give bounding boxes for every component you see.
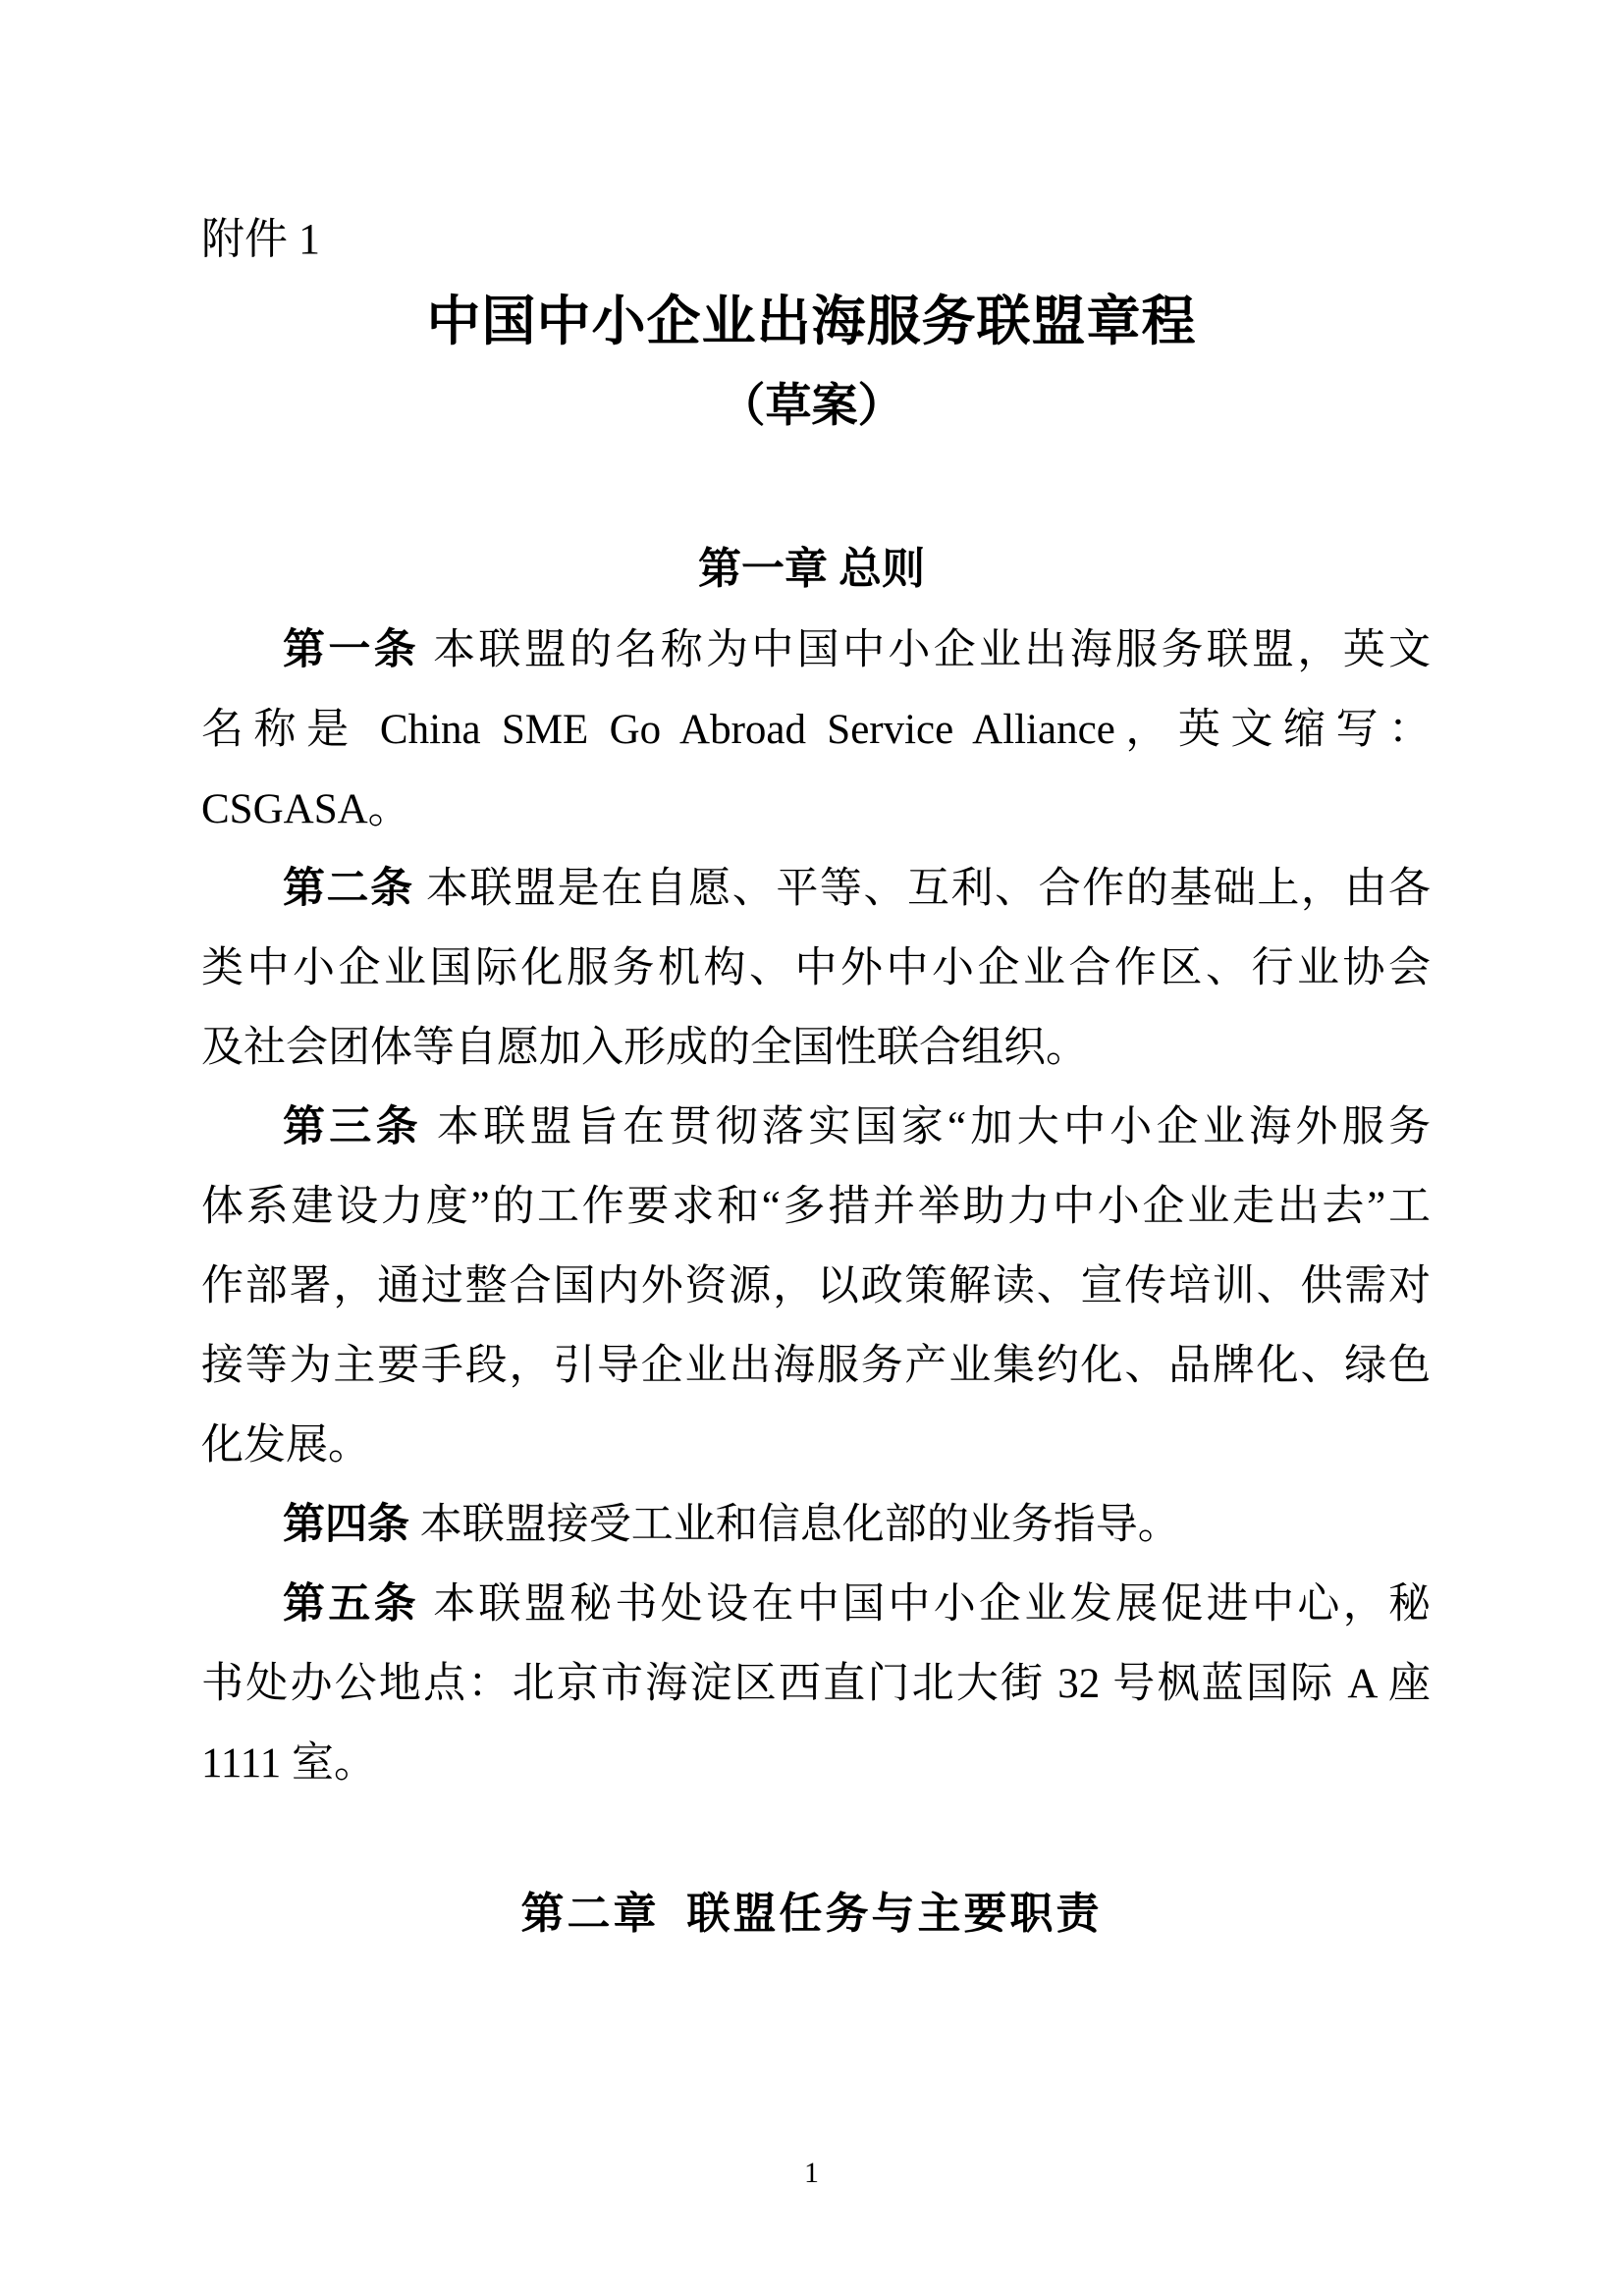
article-2-text-line-3: 及社会团体等自愿加入形成的全国性联合组织。 [201, 1025, 1088, 1071]
body-line [201, 1247, 1431, 1326]
article-2-label: 第二条 [283, 866, 414, 912]
document-subtitle: （草案） [719, 381, 904, 432]
article-3-label: 第三条 [283, 1104, 422, 1150]
body-line [201, 1326, 1431, 1406]
body-line [201, 770, 1431, 849]
page-number: 1 [804, 2157, 819, 2189]
body-line [201, 1406, 1431, 1485]
document-title: 中国中小企业出海服务联盟章程 [426, 292, 1197, 351]
article-3-text-line-3: 作部署，通过整合国内外资源，以政策解读、宣传培训、供需对 [201, 1263, 1431, 1309]
article-1-text-line-2: 名称是 China SME Go Abroad Service Alliance，英文缩写： [201, 707, 1431, 753]
body-line [201, 1644, 1431, 1724]
article-5-label: 第五条 [283, 1581, 419, 1628]
article-3-text-line-1: 本联盟旨在贯彻落实国家“加大中小企业海外服务 [436, 1104, 1432, 1150]
article-5-text-line-3: 1111 室。 [201, 1740, 376, 1787]
body-line [201, 929, 1431, 1008]
body-line [201, 849, 1431, 929]
chapter-2-heading: 第二章 联盟任务与主要职责 [520, 1890, 1103, 1938]
body-line [201, 611, 1431, 690]
article-4-text-line-1: 本联盟接受工业和信息化部的业务指导。 [419, 1502, 1180, 1548]
article-2-text-line-1: 本联盟是在自愿、平等、互利、合作的基础上，由各 [425, 866, 1432, 912]
article-5-text-line-2: 书处办公地点：北京市海淀区西直门北大街 32 号枫蓝国际 A 座 [201, 1661, 1431, 1707]
body-line [201, 1565, 1431, 1644]
document-body [201, 611, 1431, 1803]
body-line [201, 1167, 1431, 1247]
article-5-text-line-1: 本联盟秘书处设在中国中小企业发展促进中心，秘 [433, 1581, 1432, 1628]
article-2-text-line-2: 类中小企业国际化服务机构、中外中小企业合作区、行业协会 [201, 945, 1431, 991]
article-1-label: 第一条 [283, 627, 419, 673]
article-3-text-line-5: 化发展。 [201, 1422, 370, 1468]
body-line [201, 1008, 1431, 1088]
article-1-text-line-1: 本联盟的名称为中国中小企业出海服务联盟，英文 [433, 627, 1432, 673]
article-3-text-line-4: 接等为主要手段，引导企业出海服务产业集约化、品牌化、绿色 [201, 1343, 1431, 1389]
body-line [201, 1485, 1431, 1565]
body-line [201, 1088, 1431, 1167]
body-line [201, 1724, 1431, 1803]
article-3-text-line-2: 体系建设力度”的工作要求和“多措并举助力中小企业走出去”工 [201, 1184, 1431, 1230]
attachment-label: 附件 1 [201, 215, 320, 263]
article-1-text-line-3: CSGASA。 [201, 786, 410, 832]
article-4-label: 第四条 [283, 1502, 409, 1548]
chapter-1-heading: 第一章 总则 [698, 545, 925, 593]
body-line [201, 690, 1431, 770]
